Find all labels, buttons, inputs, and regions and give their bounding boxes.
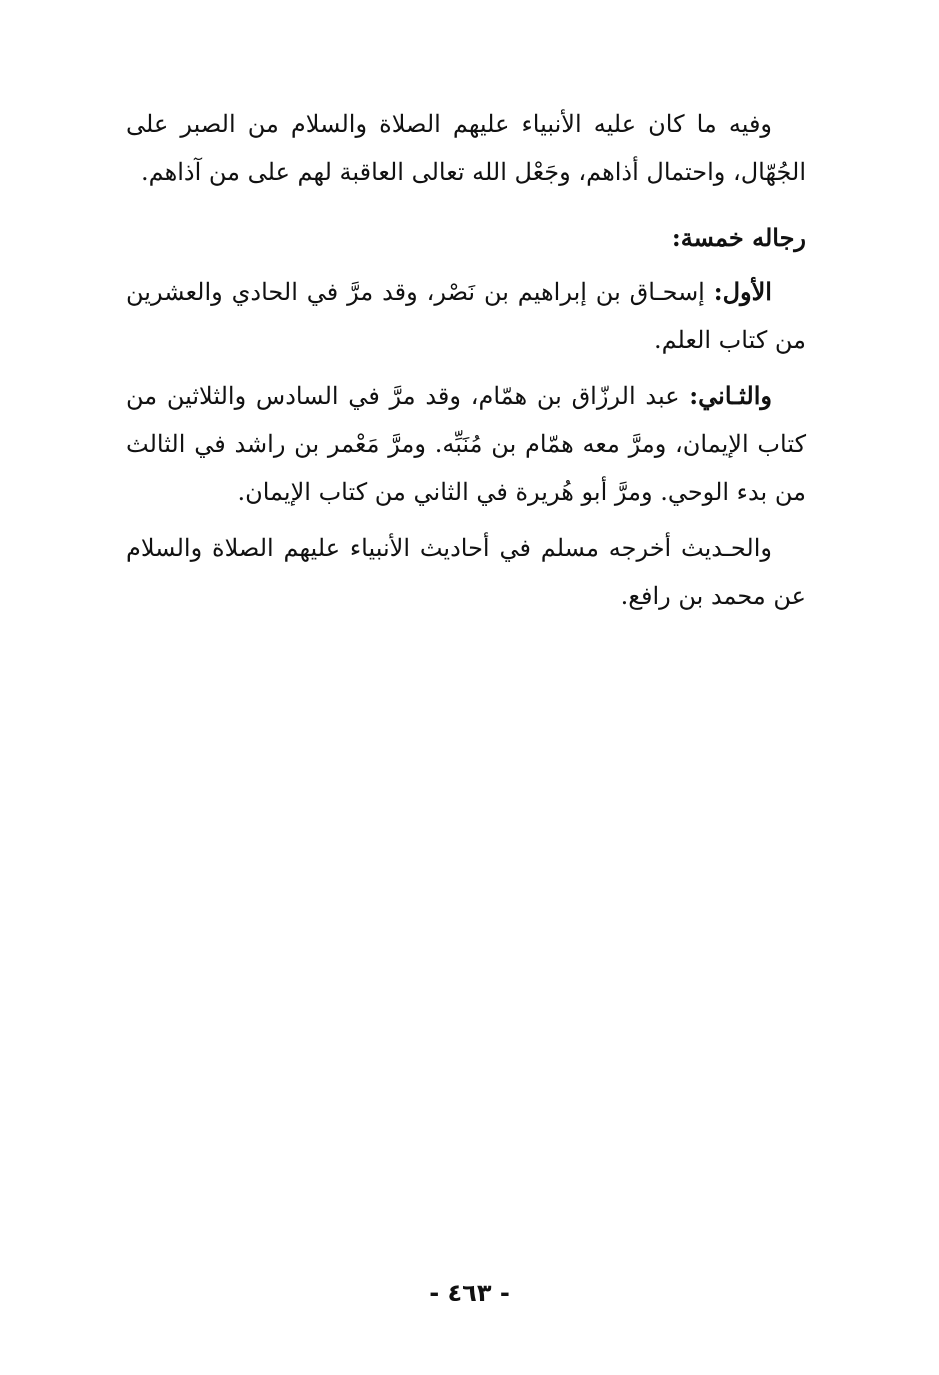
narrator-2-text: عبد الرزّاق بن همّام، وقد مرَّ في السادس والثلاثين من كتاب الإيمان، ومرَّ معه همّام بن مُنَبِّه. ومرَّ مَعْمر بن راشد في الثالث من بدء الوحي. ومرَّ أبو هُريرة في الثاني من كتاب الإيمان. xyxy=(126,382,806,506)
narrator-1-text: إسحـاق بن إبراهيم بن نَصْر، وقد مرَّ في الحادي والعشرين من كتاب العلم. xyxy=(126,278,806,354)
page-body xyxy=(126,100,806,620)
narrator-1-label: الأول: xyxy=(713,277,772,306)
section-heading: رجاله خمسة: xyxy=(671,223,806,252)
paragraph-narrator-2 xyxy=(126,372,806,516)
paragraph-hadith-source: والحـديث أخرجه مسلم في أحاديث الأنبياء عليهم الصلاة والسلام عن محمد بن رافع. xyxy=(126,534,806,610)
paragraph-intro: وفيه ما كان عليه الأنبياء عليهم الصلاة والسلام من الصبر على الجُهّال، واحتمال أذاهم، وجَعْل الله تعالى العاقبة لهم على من آذاهم. xyxy=(126,110,806,186)
paragraph-narrator-1 xyxy=(126,268,806,364)
narrator-2-label: والثـاني: xyxy=(689,381,772,410)
page-number: - ٤٦٣ - xyxy=(429,1279,510,1307)
